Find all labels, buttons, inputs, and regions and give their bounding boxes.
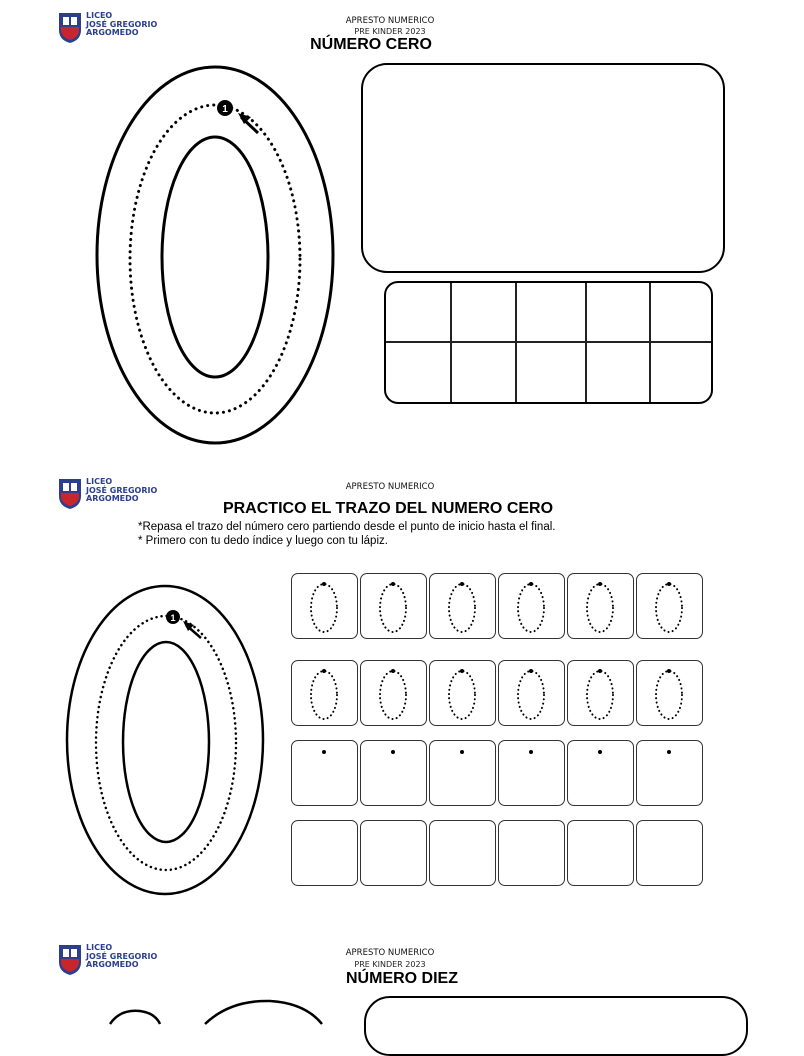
school-name-line2: JOSÉ GREGORIO [86, 485, 158, 495]
subject-label: APRESTO NUMERICO [345, 16, 435, 26]
school-name-line3: ARGOMEDO [86, 960, 139, 969]
subject-label: APRESTO NUMERICO [345, 948, 435, 958]
level-label: PRE KINDER 2023 [354, 27, 426, 36]
svg-text:1: 1 [170, 613, 176, 623]
subject-label: APRESTO NUMERICO [345, 482, 435, 492]
page-title: NÚMERO CERO [310, 36, 432, 53]
school-name-line2: JOSÉ GREGORIO [86, 951, 158, 961]
page-title: NÚMERO DIEZ [346, 970, 458, 987]
instruction-line: * Primero con tu dedo índice y luego con tu lápiz. [138, 535, 388, 547]
drawing-box[interactable] [364, 996, 748, 1056]
school-name-line1: LICEO [86, 11, 113, 20]
school-name-line3: ARGOMEDO [86, 28, 139, 37]
svg-text:1: 1 [222, 104, 228, 115]
tracing-ten-large [100, 995, 340, 1024]
school-name-line3: ARGOMEDO [86, 494, 139, 503]
level-label: PRE KINDER 2023 [354, 960, 426, 969]
school-name-line1: LICEO [86, 477, 113, 486]
school-name-line2: JOSÉ GREGORIO [86, 19, 158, 29]
school-name-line1: LICEO [86, 943, 113, 952]
page-title: PRACTICO EL TRAZO DEL NUMERO CERO [222, 500, 554, 517]
instruction-line: *Repasa el trazo del número cero partiendo desde el punto de inicio hasta el final. [138, 521, 556, 533]
